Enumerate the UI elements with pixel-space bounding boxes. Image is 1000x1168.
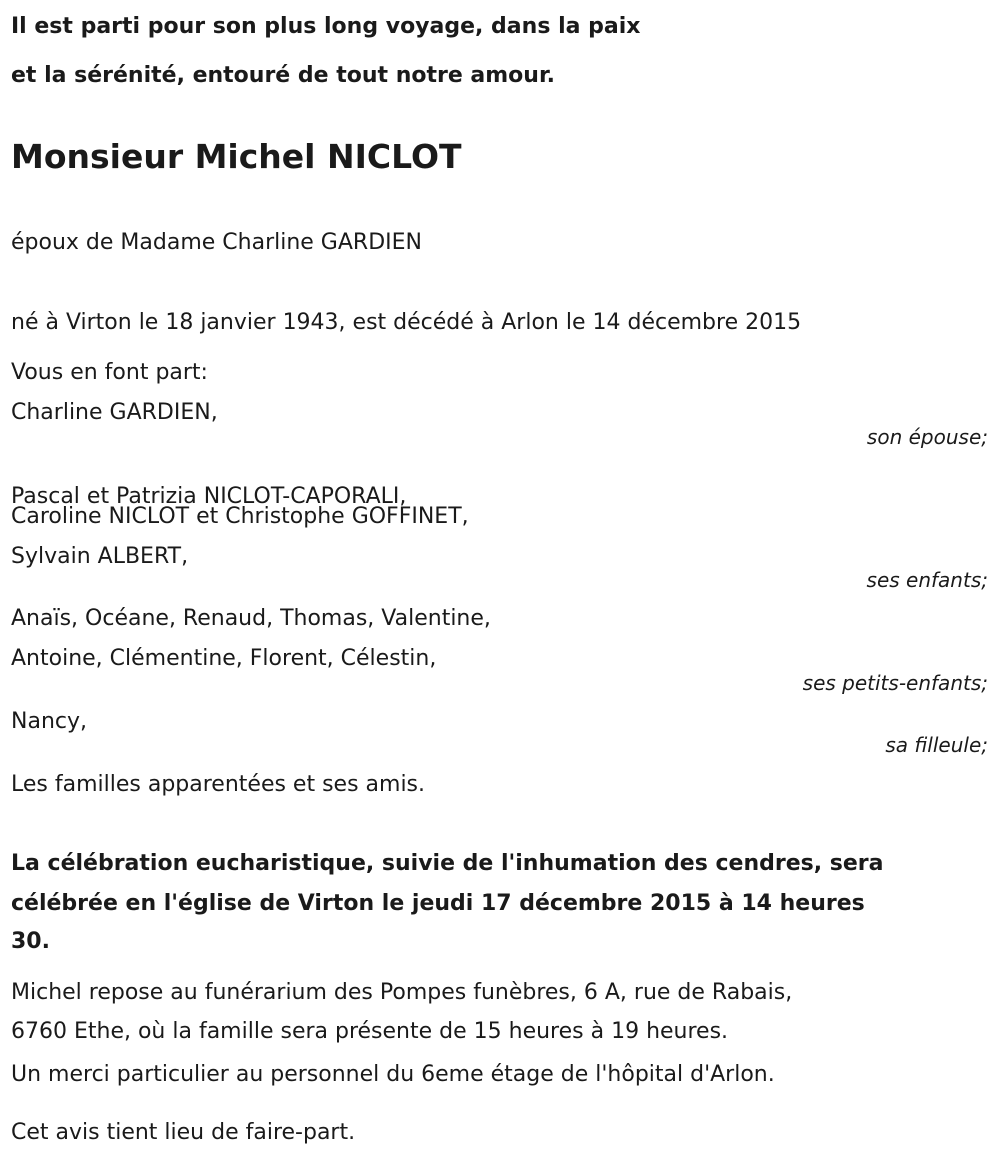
announce-line: Vous en font part: [11, 360, 208, 385]
rest-line: 6760 Ethe, où la famille sera présente de 15 heures à 19 heures. [11, 1019, 729, 1044]
thanks-line: Un merci particulier au personnel du 6eme étage de l'hôpital d'Arlon. [11, 1062, 775, 1087]
ceremony-line: célébrée en l'église de Virton le jeudi 17 décembre 2015 à 14 heures [11, 891, 865, 916]
page-title: Monsieur Michel NICLOT [11, 137, 462, 176]
family-relation: sa filleule; [885, 733, 988, 757]
spouse-line: époux de Madame Charline GARDIEN [11, 230, 422, 255]
intro-line: et la sérénité, entouré de tout notre amour. [11, 63, 556, 88]
family-name: Pascal et Patrizia NICLOT-CAPORALI, [11, 484, 407, 509]
family-name: Caroline NICLOT et Christophe GOFFINET, [11, 504, 469, 529]
ceremony-line: 30. [11, 929, 50, 954]
family-relation: ses enfants; [866, 568, 988, 592]
family-name: Charline GARDIEN, [11, 400, 218, 425]
family-name: Anaïs, Océane, Renaud, Thomas, Valentine, [11, 606, 491, 631]
others-line: Les familles apparentées et ses amis. [11, 772, 426, 797]
family-relation: ses petits-enfants; [802, 671, 988, 695]
family-name: Sylvain ALBERT, [11, 544, 189, 569]
rest-line: Michel repose au funérarium des Pompes funèbres, 6 A, rue de Rabais, [11, 980, 793, 1005]
intro-line: Il est parti pour son plus long voyage, dans la paix [11, 14, 641, 39]
notice-line: Cet avis tient lieu de faire-part. [11, 1120, 356, 1145]
family-name: Nancy, [11, 709, 87, 734]
ceremony-line: La célébration eucharistique, suivie de l'inhumation des cendres, sera [11, 851, 884, 876]
family-relation: son épouse; [866, 425, 988, 449]
birth-death-line: né à Virton le 18 janvier 1943, est décédé à Arlon le 14 décembre 2015 [11, 310, 802, 335]
family-name: Antoine, Clémentine, Florent, Célestin, [11, 646, 437, 671]
